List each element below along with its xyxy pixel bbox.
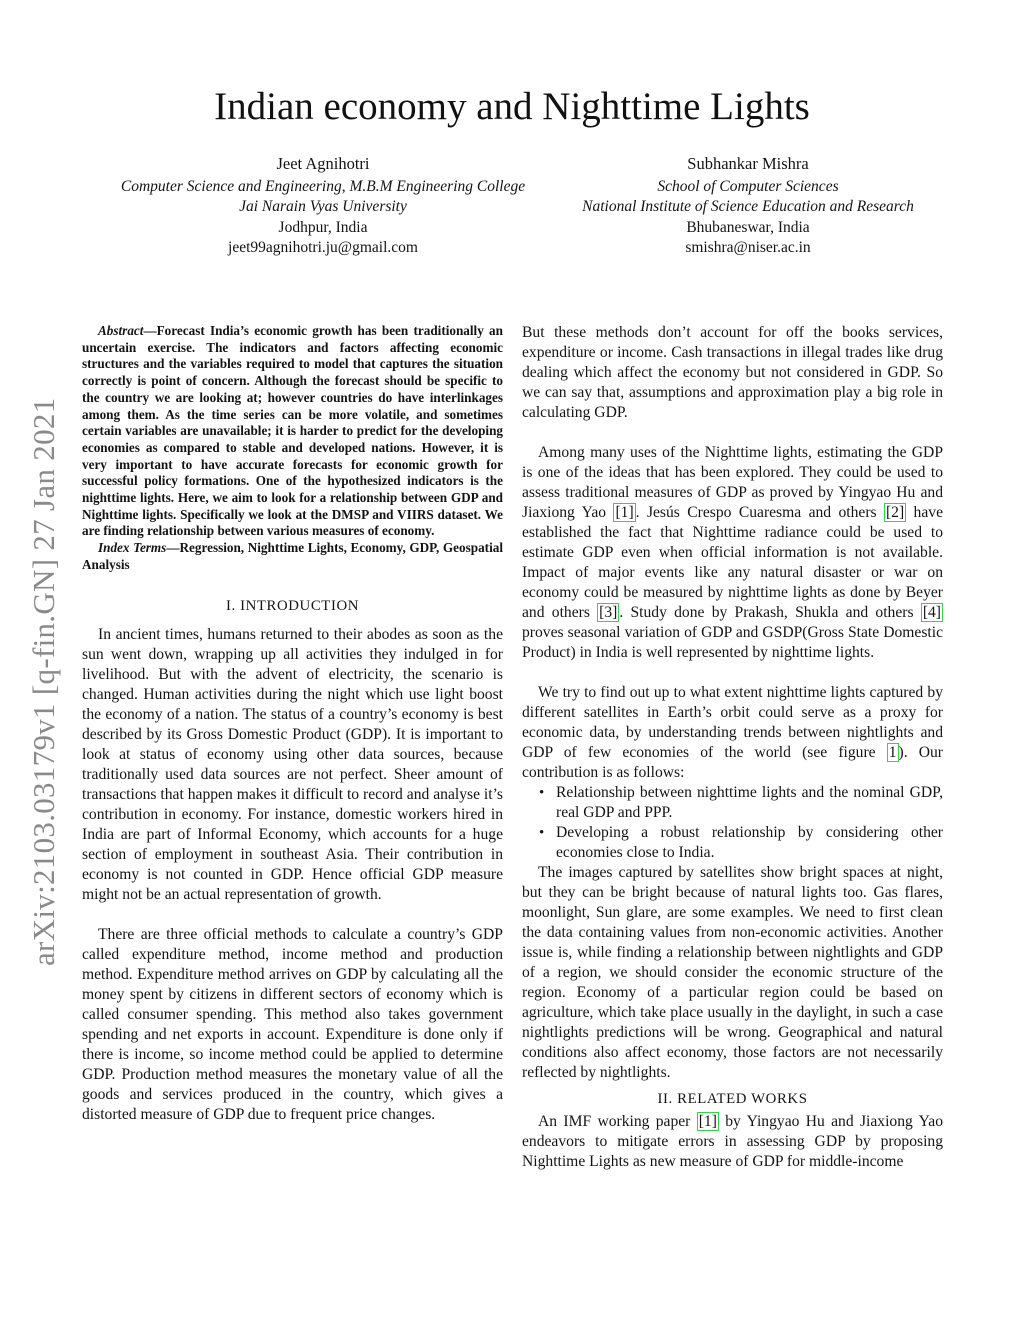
intro-paragraph: In ancient times, humans returned to their abodes as soon as the sun went down, wrapping up all activities they indulged in for livelihood. But with the advent of electricity, the scenario is changed. Human activities during the night which use light boost the economy of a nation. The status of a country’s economy is best described by its Gross Domestic Product (GDP). It is important to look at status of economy using other data sources, because traditionally used data sources are not perfect. Sheer amount of transactions that happen makes it difficult to record and analyse it’s contribution in economy. For instance, domestic workers hired in India are part of Informal Economy, which accounts for a huge section of employment in southeast Asia. Their contribution in economy is not counted in GDP. Hence official GDP measure might not be an actual representation of growth. [82, 625, 503, 903]
index-terms-text: —Regression, Nighttime Lights, Economy, GDP, Geospatial Analysis [82, 540, 503, 572]
author-university: National Institute of Science Education and Research [582, 198, 914, 215]
arxiv-stamp: arXiv:2103.03179v1 [q-fin.GN] 27 Jan 2021 [26, 397, 61, 966]
abstract [82, 323, 503, 540]
author-email[interactable]: jeet99agnihotri.ju@gmail.com [228, 239, 418, 256]
list-item: • Developing a robust relationship by considering other economies close to India. [539, 824, 943, 861]
author-name: Jeet Agnihotri [276, 154, 370, 173]
author-email[interactable]: smishra@niser.ac.in [685, 239, 811, 256]
right-column [522, 323, 943, 1172]
intro-paragraph: We try to find out up to what extent nighttime lights captured by different satellites in Earth’s orbit could serve as a proxy for economic data, by understanding trends between nightlights and GDP of few economies of the world (see figure 1 ). Our contribution is as follows: [522, 684, 943, 781]
bullet-icon: • [539, 785, 545, 801]
citation-link[interactable]: [4] [922, 604, 941, 621]
author-name: Subhankar Mishra [687, 154, 809, 173]
abstract-label: Abstract [98, 323, 144, 338]
citation-link[interactable]: [2] [885, 504, 905, 521]
citation-link[interactable]: [1] [615, 504, 634, 521]
figure-link[interactable]: 1 [888, 744, 897, 761]
left-column [82, 323, 503, 1125]
list-item: • Relationship between nighttime lights and the nominal GDP, real GDP and PPP. [539, 784, 943, 821]
citation-link[interactable]: [3] [599, 604, 618, 621]
author-university: Jai Narain Vyas University [239, 198, 407, 215]
author-location: Jodhpur, India [278, 218, 368, 236]
intro-paragraph: But these methods don’t account for off the books services, expenditure or income. Cash transactions in illegal trades like drug dealing which affect the economy but not considered in GDP. So we can say that, assumptions and approximation play a big role in calculating GDP. [522, 324, 943, 421]
index-terms [82, 540, 503, 573]
citation-link[interactable]: [1] [698, 1113, 717, 1130]
author-block-2 [552, 154, 944, 259]
abstract-text: —Forecast India’s economic growth has been traditionally an uncertain exercise. The indicators and factors affecting economic structures and the variables required to model that captures the situation correctly is point of concern. Although the forecast should be specific to the country we are looking at; however countries do have interlinkages among them. As the time series can be more volatile, and sometimes certain variables are unavailable; it is harder to predict for the developing economies as compared to stable and developed nations. However, it is very important to have accurate forecasts for economic growth for successful policy formations. One of the hypothesized indicators is the nighttime lights. Here, we aim to look for a relationship between GDP and Nighttime lights. Specifically we look at the DMSP and VIIRS dataset. We are finding relationship between various measures of economy. [82, 323, 503, 539]
author-department: Computer Science and Engineering, M.B.M Engineering College [120, 177, 526, 195]
section-heading-introduction: I. INTRODUCTION [225, 597, 360, 614]
index-terms-label: Index Terms [98, 540, 167, 556]
author-block-1 [84, 154, 562, 259]
paper-title: Indian economy and Nighttime Lights [214, 85, 810, 128]
related-paragraph: An IMF working paper [1] by Yingyao Hu and Jiaxiong Yao endeavors to mitigate errors in assessing GDP by proposing Nighttime Lights as new measure of GDP for middle-income [522, 1113, 943, 1170]
intro-paragraph: There are three official methods to calculate a country’s GDP called expenditure method, income method and production method. Expenditure method arrives on GDP by calculating all the money spent by citizens in different sectors of economy which is called consumer spending. This method also takes government spending and net exports in account. Expenditure is done only if there is income, so income method could be applied to determine GDP. Production method measures the monetary value of all the goods and services produced in the country, which gives a distorted measure of GDP due to frequent price changes. [82, 925, 503, 1123]
section-heading-related-works: II. RELATED WORKS [657, 1091, 808, 1107]
author-location: Bhubaneswar, India [686, 218, 810, 236]
contribution-list [522, 783, 943, 863]
intro-paragraph: Among many uses of the Nighttime lights, estimating the GDP is one of the ideas that has been explored. They could be used to assess traditional measures of GDP as proved by Yingyao Hu and Jiaxiong Yao [1] . Jesús Crespo Cuaresma and others [2] have established the fact that Nighttime radiance could be used to estimate GDP even when official information is not available. Impact of major events like any natural disaster or war on economy could be measured by nighttime lights as done by Beyer and others [3] . Study done by Prakash, Shukla and others [4] proves seasonal variation of GDP and GSDP(Gross State Domestic Product) in India is well represented by nighttime lights. [522, 444, 943, 661]
author-department: School of Computer Sciences [657, 177, 839, 195]
intro-paragraph: The images captured by satellites show bright spaces at night, but they can be bright because of natural lights too. Gas flares, moonlight, Sun glare, are some examples. We need to first clean the data containing values from non-economic activities. Another issue is, while finding a relationship between nightlights and GDP of a region, we should consider the economic structure of the region. Economy of a particular region could be based on agriculture, which take place usually in the daylight, in such a case nightlights predictions will be wrong. Geographical and natural conditions also affect economy, those factors are not necessarily reflected by nightlights. [522, 864, 943, 1081]
bullet-icon: • [539, 825, 545, 841]
